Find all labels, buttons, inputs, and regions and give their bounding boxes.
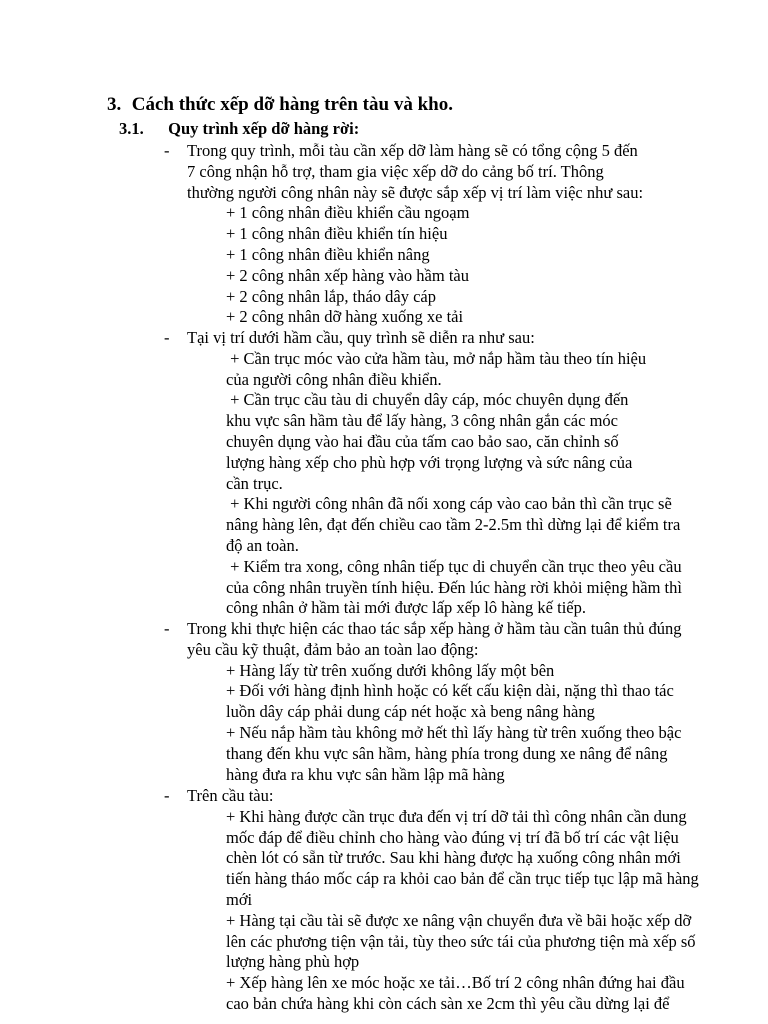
bullet-dash: - — [164, 141, 170, 160]
list-item-line: chuyên dụng vào hai đầu của tấm cao bảo sao, căn chỉnh số — [226, 432, 619, 451]
list-item-line: cần trục. — [226, 473, 283, 493]
subsection-title: Quy trình xếp dỡ hàng rời: — [168, 119, 360, 138]
list-item-line: luồn dây cáp phải dung cáp nét hoặc xà beng nâng hàng — [226, 702, 595, 722]
subsection-heading — [119, 119, 359, 139]
paragraph-line: yêu cầu kỹ thuật, đảm bảo an toàn lao động: — [187, 639, 479, 659]
list-item-line: + 1 công nhân điều khiển nâng — [226, 245, 430, 264]
bullet-dash: - — [164, 786, 170, 805]
paragraph-line: Trong quy trình, mỗi tàu cần xếp dỡ làm hàng sẽ có tổng cộng 5 đến — [187, 141, 638, 160]
list-item-line: + 1 công nhân điều khiển tín hiệu — [226, 224, 448, 244]
bullet-dash: - — [164, 328, 170, 347]
list-item-line: công nhân ở hầm tài mới được lấp xếp lô hàng kế tiếp. — [226, 598, 586, 618]
paragraph-line: Trên cầu tàu: — [187, 786, 274, 805]
list-item-line: + 2 công nhân lắp, tháo dây cáp — [226, 286, 436, 306]
list-item-line: + Cần trục móc vào cửa hầm tàu, mở nắp hầm tàu theo tín hiệu — [226, 348, 647, 368]
list-item-line: lượng hàng xếp cho phù hợp với trọng lượng và sức nâng của — [226, 452, 633, 472]
list-item-line: + Cần trục cầu tàu di chuyển dây cáp, móc chuyên dụng đến — [226, 390, 629, 410]
list-item-line: lượng hàng phù hợp — [226, 952, 360, 972]
list-item-line: + Khi hàng được cần trục đưa đến vị trí dỡ tải thì công nhân cần dung — [226, 806, 687, 826]
list-item-line: + Nếu nắp hầm tàu không mở hết thì lấy hàng từ trên xuống theo bậc — [226, 723, 682, 742]
list-item-line: mốc đáp để điều chỉnh cho hàng vào đúng vị trí đã bố trí các vật liệu — [226, 827, 679, 847]
list-item-line: cao bản chứa hàng khi còn cách sàn xe 2cm thì yêu cầu dừng lại để — [226, 994, 670, 1013]
list-item-line: lên các phương tiện vận tải, tùy theo sức tái của phương tiện mà xếp số — [226, 931, 696, 951]
list-item-line: hàng đưa ra khu vực sân hầm lập mã hàng — [226, 764, 505, 784]
subsection-number: 3.1. — [119, 119, 144, 138]
list-item-line: chèn lót có sẵn từ trước. Sau khi hàng được hạ xuống công nhân mới — [226, 848, 681, 868]
paragraph-line: Tại vị trí dưới hầm cầu, quy trình sẽ diễn ra như sau: — [187, 328, 535, 347]
list-item-line: độ an toàn. — [226, 536, 299, 555]
list-item-line: + Kiểm tra xong, công nhân tiếp tục di chuyển cần trục theo yêu cầu — [226, 556, 682, 576]
bullet-dash: - — [164, 619, 170, 638]
list-item-line: + Hàng lấy từ trên xuống dưới không lấy một bên — [226, 660, 555, 680]
list-item-line: + 1 công nhân điều khiển cầu ngoạm — [226, 203, 470, 223]
list-item-line: của người công nhân điều khiển. — [226, 369, 442, 389]
list-item-line: + Hàng tại cầu tài sẽ được xe nâng vận chuyển đưa về bãi hoặc xếp dỡ — [226, 910, 692, 930]
section-number: 3. — [107, 94, 122, 115]
section-title: Cách thức xếp dỡ hàng trên tàu và kho. — [131, 94, 453, 115]
list-item-line: mới — [226, 890, 253, 909]
paragraph-line: Trong khi thực hiện các thao tác sắp xếp hàng ở hầm tàu cần tuân thủ đúng — [187, 619, 682, 638]
list-item-line: + 2 công nhân xếp hàng vào hầm tàu — [226, 265, 469, 285]
list-item-line: + Xếp hàng lên xe móc hoặc xe tải…Bố trí 2 công nhân đứng hai đầu — [226, 973, 685, 993]
paragraph-line: thường người công nhân này sẽ được sắp xếp vị trí làm việc như sau: — [187, 182, 644, 202]
list-item-line: khu vực sân hầm tàu để lấy hàng, 3 công nhân gắn các móc — [226, 411, 618, 431]
list-item-line: nâng hàng lên, đạt đến chiều cao tầm 2-2.5m thì dừng lại để kiểm tra — [226, 515, 681, 535]
paragraph-line: 7 công nhận hỗ trợ, tham gia việc xếp dỡ do cảng bố trí. Thông — [187, 161, 604, 181]
list-item-line: tiến hàng tháo mốc cáp ra khỏi cao bản để cần trục tiếp tục lập mã hàng — [226, 869, 699, 889]
list-item-line: thang đến khu vực sân hầm, hàng phía trong dung xe nâng để nâng — [226, 743, 668, 763]
list-item-line: + 2 công nhân dỡ hàng xuống xe tải — [226, 307, 464, 327]
section-heading — [107, 94, 453, 116]
list-item-line: của công nhân truyền tính hiệu. Đến lúc hàng rời khỏi miệng hầm thì — [226, 577, 682, 597]
list-item-line: + Khi người công nhân đã nối xong cáp vào cao bản thì cần trục sẽ — [226, 494, 672, 514]
list-item-line: + Đối với hàng định hình hoặc có kết cấu kiện dài, nặng thì thao tác — [226, 681, 674, 701]
